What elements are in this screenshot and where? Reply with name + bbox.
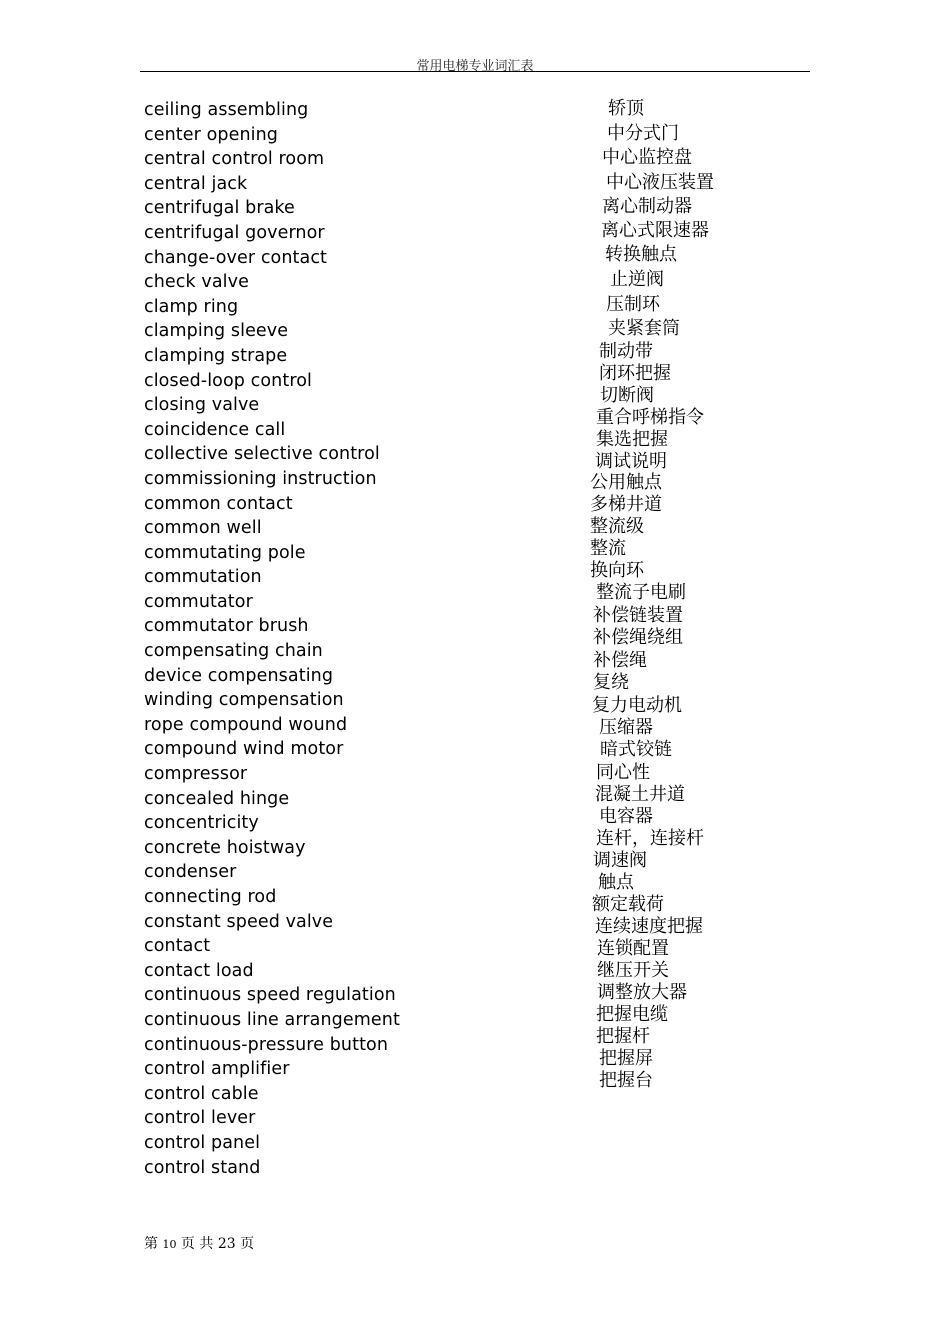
- chinese-term: 把握杆: [596, 1026, 650, 1047]
- english-term: control amplifier: [144, 1059, 290, 1080]
- english-term: contact load: [144, 960, 254, 981]
- english-term: centrifugal brake: [144, 198, 295, 219]
- english-term: change-over contact: [144, 247, 328, 268]
- english-term: compensating chain: [144, 641, 323, 662]
- chinese-term: 集选把握: [596, 429, 668, 450]
- chinese-term: 换向环: [590, 560, 644, 581]
- chinese-term: 混凝土井道: [595, 784, 685, 805]
- english-term: commissioning instruction: [144, 468, 377, 489]
- english-term: contact: [144, 936, 211, 957]
- english-term: control panel: [144, 1132, 261, 1153]
- english-term: closed-loop control: [144, 370, 313, 391]
- chinese-term: 额定载荷: [592, 894, 664, 915]
- english-term: constant speed valve: [144, 911, 334, 932]
- english-term: rope compound wound: [144, 714, 348, 735]
- english-term: connecting rod: [144, 887, 277, 907]
- english-term: concealed hinge: [144, 788, 290, 809]
- chinese-term: 暗式铰链: [600, 739, 672, 760]
- english-term: continuous-pressure button: [144, 1034, 389, 1055]
- chinese-term: 同心性: [596, 762, 650, 783]
- english-term: control cable: [144, 1083, 259, 1104]
- footer-prefix: 第: [144, 1236, 158, 1252]
- chinese-term: 连续速度把握: [595, 916, 703, 937]
- chinese-term: 把握电缆: [596, 1004, 668, 1025]
- chinese-term: 轿顶: [608, 98, 644, 119]
- english-term: compound wind motor: [144, 739, 344, 760]
- chinese-term: 补偿绳: [593, 650, 647, 671]
- english-term: coincidence call: [144, 419, 286, 440]
- english-term: central control room: [144, 149, 325, 170]
- chinese-term: 调试说明: [595, 451, 667, 472]
- footer-page-number: 10: [162, 1238, 177, 1251]
- chinese-term: 把握台: [599, 1070, 653, 1091]
- english-term: continuous line arrangement: [144, 1009, 400, 1030]
- chinese-term: 离心制动器: [602, 196, 692, 217]
- chinese-term: 转换触点: [605, 244, 677, 265]
- chinese-term: 电容器: [599, 806, 653, 827]
- chinese-term: 压制环: [606, 294, 660, 315]
- english-term: check valve: [144, 272, 249, 293]
- chinese-term: 补偿绳绕组: [593, 627, 683, 648]
- english-term: ceiling assembling: [144, 100, 309, 120]
- chinese-term: 夹紧套筒: [608, 318, 680, 339]
- english-term: commutator: [144, 591, 253, 612]
- chinese-term: 连杆，连接杆: [596, 828, 704, 849]
- chinese-term: 整流子电刷: [596, 582, 686, 603]
- english-term: closing valve: [144, 395, 260, 416]
- chinese-term: 制动带: [599, 341, 653, 362]
- chinese-term: 整流级: [590, 516, 644, 537]
- english-term: compressor: [144, 764, 248, 785]
- chinese-term: 补偿链装置: [593, 605, 683, 626]
- chinese-term: 复力电动机: [592, 695, 682, 716]
- chinese-term: 离心式限速器: [601, 220, 709, 241]
- english-term: central jack: [144, 173, 248, 194]
- chinese-term: 止逆阀: [610, 269, 664, 290]
- english-term: clamp ring: [144, 296, 239, 317]
- chinese-term: 中心液压装置: [606, 172, 714, 193]
- chinese-term: 触点: [598, 872, 634, 893]
- english-term: concrete hoistway: [144, 837, 306, 858]
- chinese-term: 公用触点: [590, 472, 662, 493]
- header-title: 常用电梯专业词汇表: [416, 59, 534, 74]
- english-term: continuous speed regulation: [144, 985, 396, 1006]
- footer-suffix: 页: [240, 1236, 255, 1252]
- chinese-term: 调整放大器: [597, 982, 687, 1003]
- footer-total-pages: 23: [217, 1236, 236, 1252]
- chinese-term: 重合呼梯指令: [596, 407, 704, 428]
- chinese-term: 中分式门: [607, 123, 679, 144]
- english-term: collective selective control: [144, 444, 380, 465]
- english-term: control stand: [144, 1157, 261, 1178]
- english-term: concentricity: [144, 813, 259, 834]
- english-term: common well: [144, 518, 262, 539]
- page-footer: [144, 1233, 254, 1253]
- english-term: common contact: [144, 493, 293, 514]
- english-term: clamping strape: [144, 345, 288, 366]
- chinese-term: 多梯井道: [590, 494, 662, 515]
- chinese-term: 继压开关: [597, 960, 669, 981]
- chinese-term: 切断阀: [600, 385, 654, 406]
- chinese-term: 压缩器: [599, 717, 653, 738]
- english-term: winding compensation: [144, 690, 344, 711]
- english-term: clamping sleeve: [144, 321, 289, 342]
- chinese-term: 整流: [590, 538, 626, 559]
- english-term: device compensating: [144, 665, 334, 686]
- chinese-term: 调速阀: [593, 850, 647, 871]
- english-term: commutating pole: [144, 542, 306, 563]
- english-term: commutator brush: [144, 616, 309, 637]
- chinese-term: 复绕: [593, 672, 629, 693]
- english-term: commutation: [144, 567, 262, 588]
- footer-mid: 页 共: [180, 1236, 214, 1252]
- chinese-term: 连锁配置: [597, 938, 669, 959]
- english-term: condenser: [144, 862, 237, 883]
- header-rule: [140, 71, 810, 72]
- english-term: centrifugal governor: [144, 222, 325, 243]
- chinese-term: 中心监控盘: [602, 147, 692, 168]
- english-term: control lever: [144, 1108, 256, 1129]
- english-term: center opening: [144, 124, 278, 145]
- english-terms-column: [144, 98, 400, 1180]
- chinese-term: 把握屏: [599, 1048, 653, 1069]
- chinese-term: 闭环把握: [599, 363, 671, 384]
